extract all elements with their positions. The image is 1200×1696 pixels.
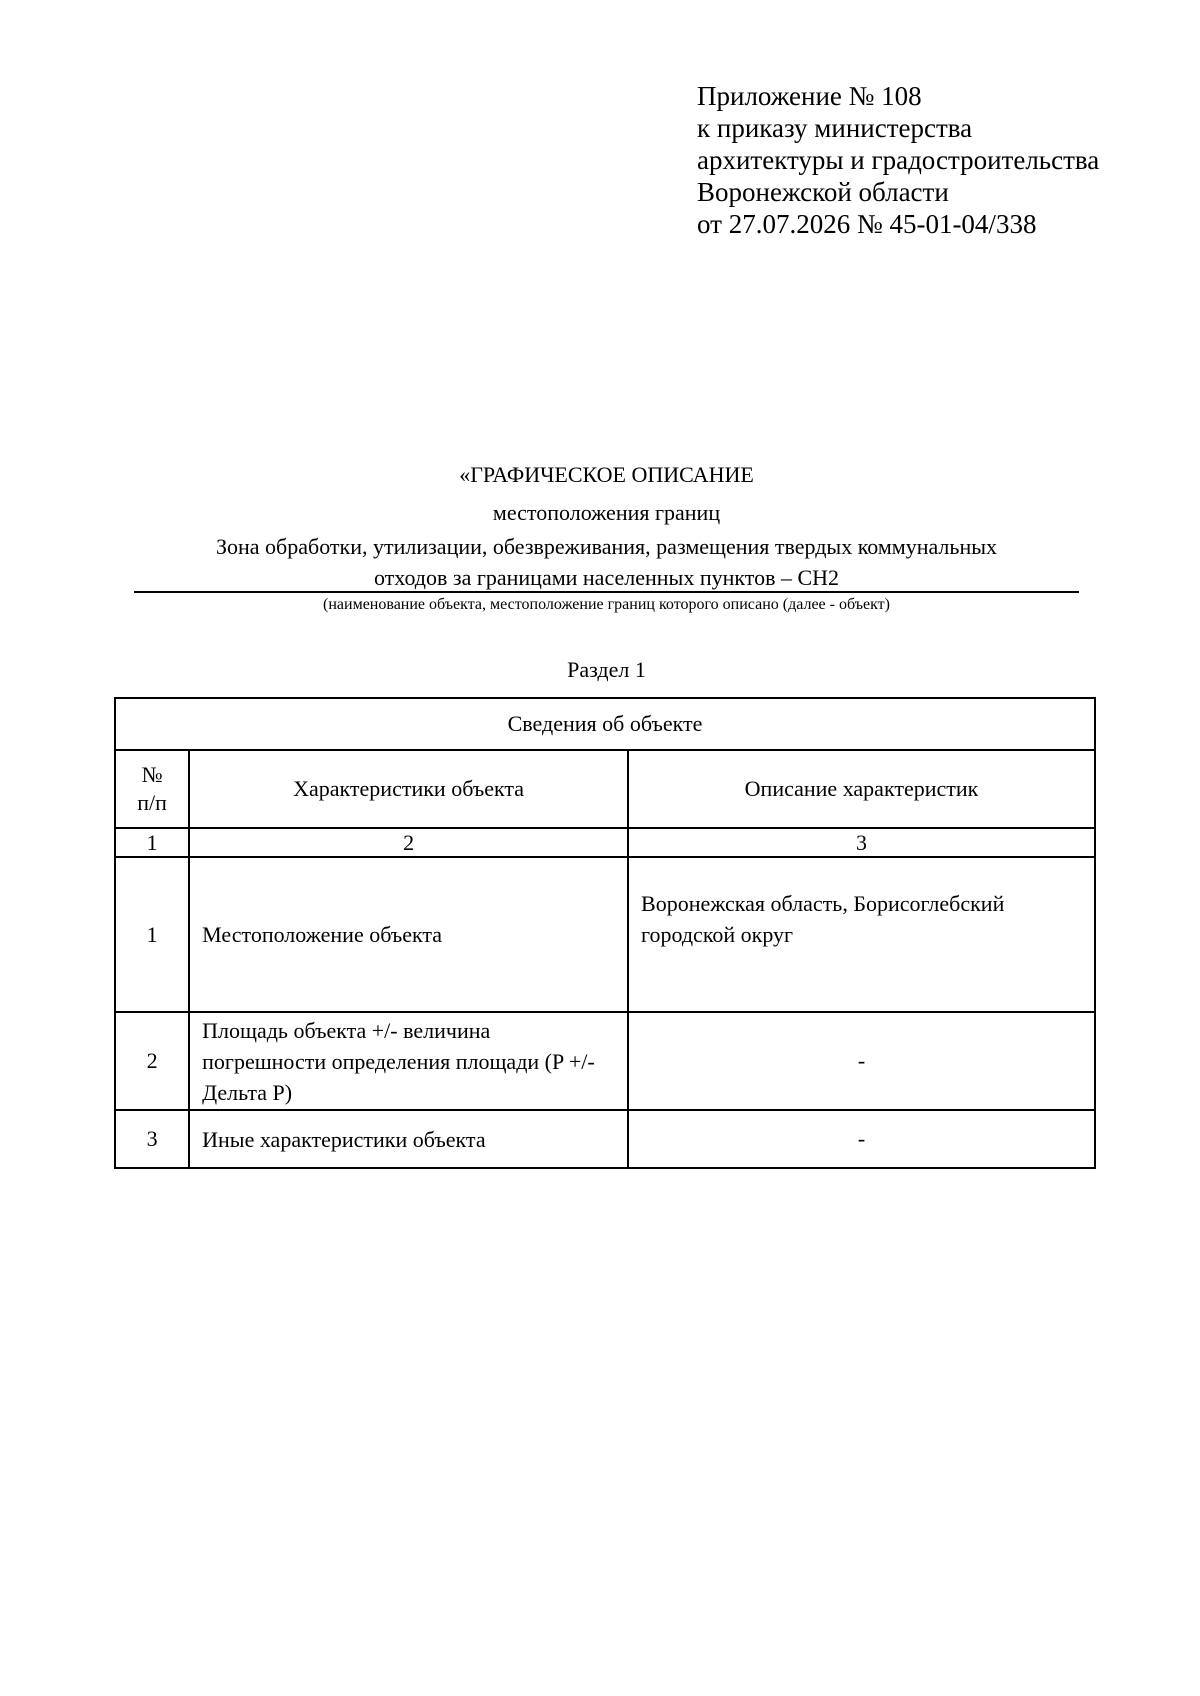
object-name-caption: (наименование объекта, местоположение границ которого описано (далее - объект) — [323, 596, 890, 613]
appendix-block — [697, 80, 1099, 240]
section-label: Раздел 1 — [567, 657, 646, 682]
column-number-2: 2 — [189, 828, 628, 857]
column-number-1: 1 — [115, 828, 189, 857]
row-number: 3 — [115, 1110, 189, 1168]
object-name-line-1: Зона обработки, утилизации, обезвреживания, размещения твердых коммунальных — [215, 534, 997, 559]
appendix-ministry: архитектуры и градостроительства — [697, 145, 1100, 175]
row-number: 1 — [115, 857, 189, 1012]
header-characteristic: Характеристики объекта — [189, 750, 628, 828]
row-number: 2 — [115, 1012, 189, 1110]
appendix-date-number: от 27.07.2026 № 45-01-04/338 — [697, 209, 1037, 239]
document-subtitle: местоположения границ — [492, 500, 721, 525]
table-header-row — [115, 750, 1095, 828]
document-title: «ГРАФИЧЕСКОЕ ОПИСАНИЕ — [459, 462, 754, 487]
row-description: Воронежская область, Борисоглебский городской округ — [628, 857, 1095, 1012]
header-num-sign: № — [141, 762, 163, 787]
table-column-numbers-row — [115, 828, 1095, 857]
header-description: Описание характеристик — [628, 750, 1095, 828]
header-num-cell — [115, 750, 189, 828]
object-name — [134, 531, 1079, 593]
table-title-row — [115, 698, 1095, 750]
appendix-region: Воронежской области — [697, 177, 949, 207]
row-characteristic: Иные характеристики объекта — [189, 1110, 628, 1168]
table-title: Сведения об объекте — [115, 698, 1095, 750]
object-name-line-2: отходов за границами населенных пунктов – СН2 — [373, 565, 840, 590]
table-row — [115, 857, 1095, 1012]
header-num-abbr: п/п — [137, 790, 167, 815]
table-row — [115, 1012, 1095, 1110]
row-characteristic: Местоположение объекта — [189, 857, 628, 1012]
row-characteristic: Площадь объекта +/- величина погрешности определения площади (P +/- Дельта P) — [189, 1012, 628, 1110]
object-info-table — [114, 697, 1096, 1169]
column-number-3: 3 — [628, 828, 1095, 857]
row-description: - — [628, 1012, 1095, 1110]
appendix-order-ref: к приказу министерства — [697, 113, 973, 143]
object-name-underline — [134, 591, 1079, 593]
row-description: - — [628, 1110, 1095, 1168]
table-row — [115, 1110, 1095, 1168]
appendix-number: Приложение № 108 — [697, 81, 922, 111]
